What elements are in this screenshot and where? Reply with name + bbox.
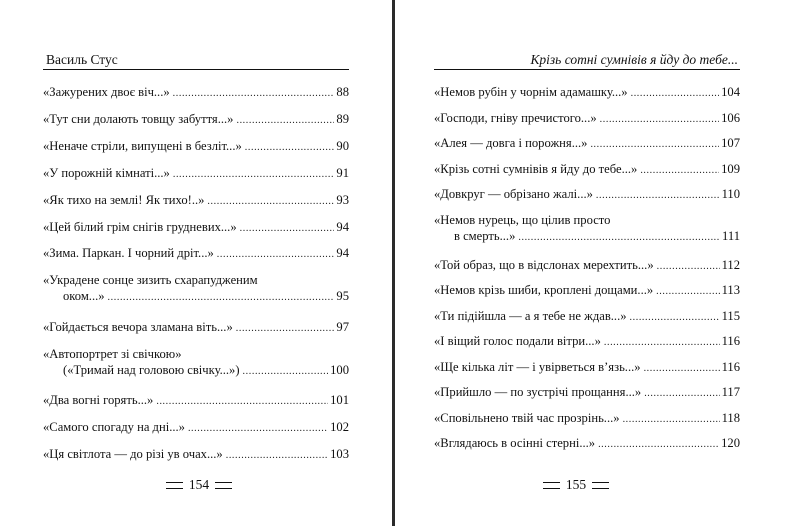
toc-entry-line bbox=[43, 111, 349, 129]
toc-entry bbox=[43, 346, 349, 380]
dot-leader bbox=[600, 112, 719, 128]
dot-leader bbox=[590, 137, 719, 153]
toc-entry-continuation bbox=[43, 288, 349, 306]
book-gutter bbox=[392, 0, 395, 526]
ornament-right bbox=[592, 482, 609, 489]
toc-entry-page: 95 bbox=[336, 289, 349, 304]
toc-entry-page: 93 bbox=[336, 192, 349, 207]
toc-entry-line bbox=[434, 257, 740, 275]
folio bbox=[434, 477, 740, 493]
toc-entry-title: «Ще кілька літ — і увірветься в’язь...» bbox=[434, 359, 641, 374]
toc-entry-line bbox=[43, 138, 349, 156]
dot-leader bbox=[236, 321, 335, 337]
toc-entry bbox=[434, 435, 740, 453]
toc-entry-page: 103 bbox=[330, 446, 349, 461]
header-rule bbox=[43, 69, 349, 70]
toc-entry-line bbox=[434, 186, 740, 204]
toc-entry bbox=[43, 419, 349, 437]
dot-leader bbox=[240, 221, 335, 237]
dot-leader bbox=[245, 140, 335, 156]
toc-entry-line bbox=[434, 110, 740, 128]
toc-entry bbox=[434, 110, 740, 128]
toc-entry-line bbox=[434, 435, 740, 453]
toc-entry-title: «Немов рубін у чорнім адамашку...» bbox=[434, 85, 628, 99]
toc-entry-page: 117 bbox=[721, 385, 740, 399]
dot-leader bbox=[657, 259, 720, 275]
toc-entry-line bbox=[434, 359, 740, 377]
toc-entry-page: 116 bbox=[721, 334, 740, 348]
toc-entry-page: 94 bbox=[336, 219, 349, 234]
toc-entry-title: «І віщий голос подали вітри...» bbox=[434, 334, 601, 348]
dot-leader bbox=[226, 448, 328, 464]
toc-entry-title: «Ти підійшла — а я тебе не ждав...» bbox=[434, 308, 627, 323]
toc-entry bbox=[43, 319, 349, 337]
toc-entry-title: «Крізь сотні сумнівів я йду до тебе...» bbox=[434, 161, 638, 176]
toc-entry bbox=[434, 161, 740, 179]
toc-entry bbox=[434, 186, 740, 204]
toc-entry-page: 106 bbox=[721, 110, 740, 125]
dot-leader bbox=[173, 86, 335, 102]
toc-entry-title: «Той образ, що в відслонах мерехтить...» bbox=[434, 257, 654, 272]
toc-entry-line bbox=[434, 308, 740, 326]
toc-entry bbox=[434, 333, 740, 351]
toc-entry-title: «Украдене сонце зизить схарапудженим bbox=[43, 273, 258, 288]
toc-entry-page: 110 bbox=[721, 187, 740, 201]
toc-entry-line bbox=[43, 165, 349, 183]
toc-entry-line bbox=[434, 410, 740, 428]
toc-entry-continuation bbox=[434, 228, 740, 246]
toc-entry-line bbox=[434, 135, 740, 153]
toc-entry-line bbox=[43, 84, 349, 102]
toc-entry-title: «Цей білий грім снігів грудневих...» bbox=[43, 219, 237, 234]
dot-leader bbox=[207, 194, 334, 210]
dot-leader bbox=[656, 284, 719, 300]
toc-entry-line bbox=[43, 272, 349, 288]
toc-entry-line bbox=[43, 446, 349, 464]
toc-entry-page: 109 bbox=[721, 161, 740, 176]
toc-entry-title: «Самого спогаду на дні...» bbox=[43, 419, 185, 434]
toc-entry-title: «У порожній кімнаті...» bbox=[43, 165, 170, 180]
folio bbox=[43, 477, 349, 493]
toc-entry-title: «Як тихо на землі! Як тихо!..» bbox=[43, 192, 205, 207]
toc-entry-line bbox=[43, 245, 349, 263]
toc-entry bbox=[434, 135, 740, 153]
toc-entry-title: «Вглядаюсь в осінні стерні...» bbox=[434, 436, 596, 450]
dot-leader bbox=[644, 386, 719, 402]
toc-entry-page: 97 bbox=[336, 319, 349, 334]
dot-leader bbox=[518, 230, 720, 246]
toc-entry-title: «Сповільнено твій час прозрінь...» bbox=[434, 410, 620, 425]
toc-entry-title: «Прийшло — по зустрічі прощання...» bbox=[434, 385, 642, 399]
toc-entry-line bbox=[434, 384, 740, 402]
toc-entry bbox=[43, 192, 349, 210]
dot-leader bbox=[604, 335, 720, 351]
toc-entry bbox=[434, 359, 740, 377]
dot-leader bbox=[596, 188, 720, 204]
toc-entry-title: («Тримай над головою свічку...») bbox=[63, 362, 240, 377]
toc-entry bbox=[43, 245, 349, 263]
toc-entry-title: «Зажурених двоє віч...» bbox=[43, 85, 170, 99]
toc-entry-page: 111 bbox=[722, 228, 740, 243]
toc-entry-line bbox=[43, 419, 349, 437]
page-number: 155 bbox=[565, 477, 587, 492]
dot-leader bbox=[108, 290, 335, 306]
toc-entry bbox=[43, 84, 349, 102]
toc-entry-title: в смерть...» bbox=[454, 228, 516, 243]
toc-entry-page: 118 bbox=[721, 410, 740, 425]
toc-entry-title: оком...» bbox=[63, 289, 105, 304]
toc-entry-line bbox=[434, 212, 740, 228]
dot-leader bbox=[640, 163, 719, 179]
toc-entry-title: «Тут сни долають товщу забуття...» bbox=[43, 111, 234, 126]
toc-entry-title: «Довкруг — обрізано жалі...» bbox=[434, 187, 593, 201]
dot-leader bbox=[630, 310, 720, 326]
toc-entry-page: 116 bbox=[721, 359, 740, 374]
toc-entry-line bbox=[434, 333, 740, 351]
toc-entry bbox=[43, 272, 349, 306]
right-page bbox=[434, 0, 740, 526]
toc-entry bbox=[434, 212, 740, 246]
toc-entry-page: 100 bbox=[330, 362, 349, 377]
toc-entry bbox=[434, 84, 740, 102]
dot-leader bbox=[188, 421, 328, 437]
toc-entry-line bbox=[43, 346, 349, 362]
running-head-author: Василь Стус bbox=[46, 52, 118, 67]
toc-entry-page: 88 bbox=[336, 85, 349, 99]
toc-entry bbox=[43, 111, 349, 129]
dot-leader bbox=[644, 361, 720, 377]
ornament-right bbox=[215, 482, 232, 489]
toc-entry-page: 107 bbox=[721, 136, 740, 150]
toc-entry-title: «Гойдається вечора зламана віть...» bbox=[43, 319, 233, 334]
toc-entry-line bbox=[43, 392, 349, 410]
toc-entry bbox=[434, 410, 740, 428]
ornament-left bbox=[166, 482, 183, 489]
dot-leader bbox=[623, 412, 720, 428]
left-page bbox=[43, 0, 349, 526]
toc-entry-line bbox=[43, 219, 349, 237]
toc-entry-continuation bbox=[43, 362, 349, 380]
toc-entry-page: 120 bbox=[721, 436, 740, 450]
running-head-title: Крізь сотні сумнівів я йду до тебе... bbox=[530, 52, 738, 67]
page-number: 154 bbox=[188, 477, 210, 492]
toc-entry-page: 89 bbox=[336, 111, 349, 126]
toc-entry-title: «Неначе стріли, випущені в безліт...» bbox=[43, 138, 242, 153]
toc-entry-line bbox=[434, 282, 740, 300]
toc-entry bbox=[43, 138, 349, 156]
toc-entry-page: 90 bbox=[336, 138, 349, 153]
dot-leader bbox=[156, 394, 328, 410]
toc-entry-title: «Зима. Паркан. І чорний дріт...» bbox=[43, 246, 214, 261]
toc-entry-line bbox=[43, 319, 349, 337]
toc-entry-title: «Автопортрет зі свічкою» bbox=[43, 346, 182, 361]
dot-leader bbox=[173, 167, 335, 183]
toc-entry-page: 102 bbox=[330, 419, 349, 434]
toc-entry-page: 104 bbox=[721, 85, 740, 99]
toc-entry-page: 113 bbox=[721, 283, 740, 297]
toc-entry-title: «Немов нурець, що цілив просто bbox=[434, 212, 611, 227]
toc-entry bbox=[434, 308, 740, 326]
dot-leader bbox=[243, 364, 329, 380]
toc-entry-line bbox=[434, 84, 740, 102]
toc-entry-page: 91 bbox=[336, 165, 349, 180]
toc-entry-title: «Немов крізь шиби, кроплені дощами...» bbox=[434, 283, 654, 297]
toc-entry bbox=[434, 257, 740, 275]
toc-entry bbox=[43, 392, 349, 410]
toc-entry-title: «Два вогні горять...» bbox=[43, 393, 154, 407]
dot-leader bbox=[631, 86, 720, 102]
toc-entry-title: «Алея — довга і порожня...» bbox=[434, 136, 588, 150]
toc-entry-page: 112 bbox=[721, 257, 740, 272]
toc-entry bbox=[43, 446, 349, 464]
toc-entry-title: «Господи, гніву пречистого...» bbox=[434, 110, 597, 125]
dot-leader bbox=[236, 113, 334, 129]
toc-entry-page: 101 bbox=[330, 393, 349, 407]
toc-entry bbox=[434, 282, 740, 300]
dot-leader bbox=[217, 247, 335, 263]
toc-entry bbox=[43, 219, 349, 237]
toc-entry bbox=[434, 384, 740, 402]
header-rule bbox=[434, 69, 740, 70]
toc-entry-title: «Ця світлота — до різі ув очах...» bbox=[43, 446, 223, 461]
ornament-left bbox=[543, 482, 560, 489]
dot-leader bbox=[598, 437, 719, 453]
toc-entry-line bbox=[434, 161, 740, 179]
toc-entry-line bbox=[43, 192, 349, 210]
toc-entry bbox=[43, 165, 349, 183]
toc-entry-page: 115 bbox=[721, 308, 740, 323]
toc-entry-page: 94 bbox=[336, 246, 349, 261]
